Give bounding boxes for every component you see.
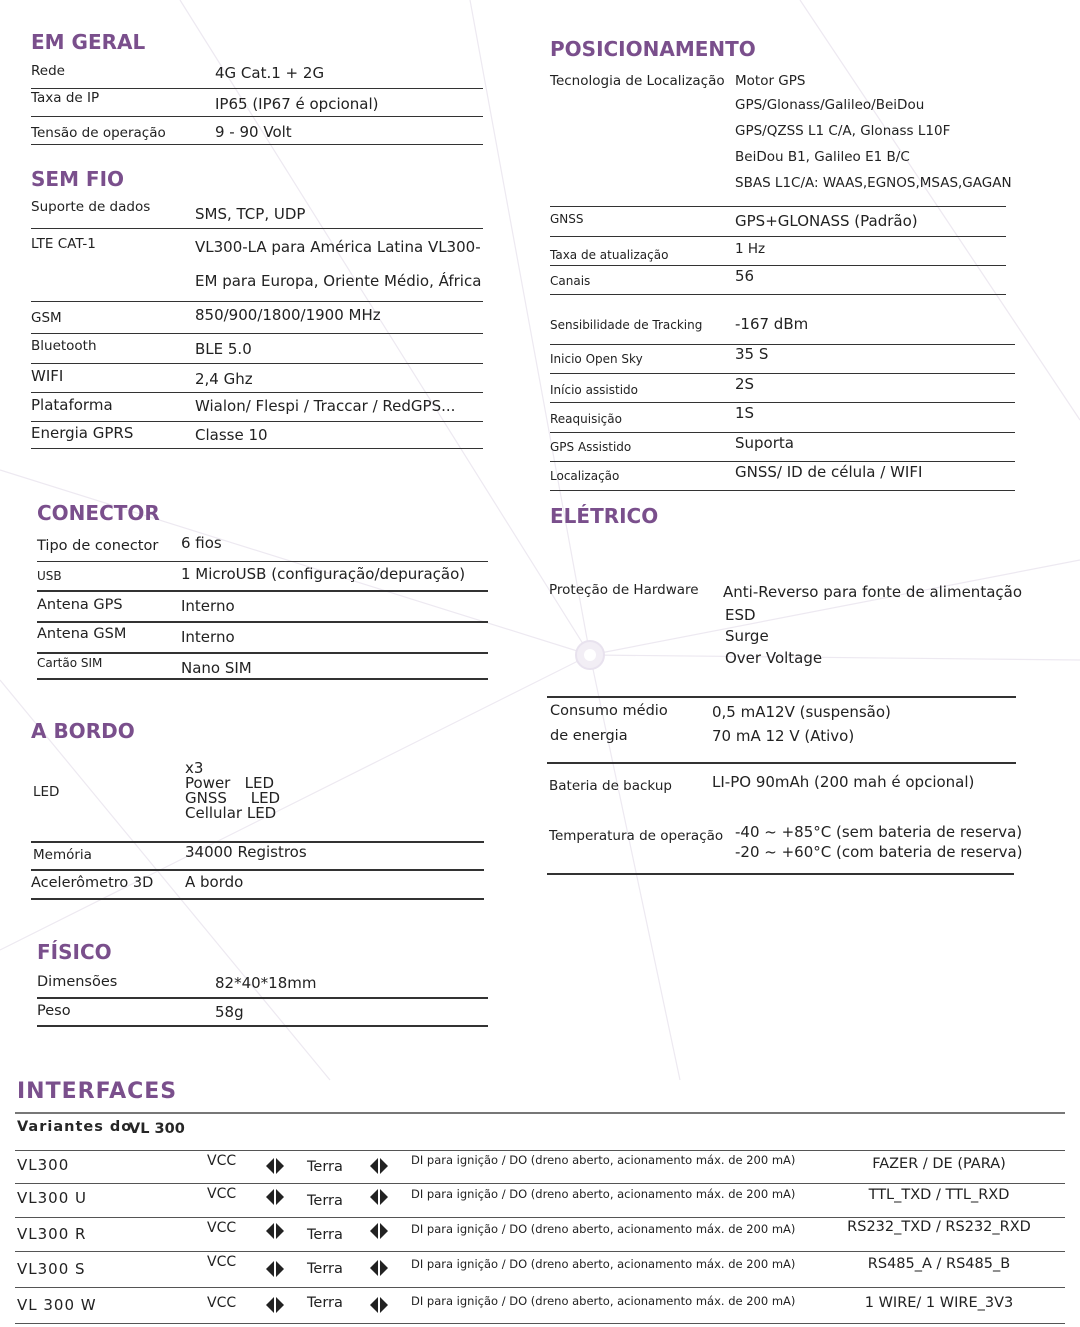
- spec-value-line: EM para Europa, Oriente Médio, África: [195, 272, 482, 290]
- posicionamento-title: POSICIONAMENTO: [550, 37, 756, 61]
- spec-label: Bateria de backup: [549, 778, 672, 794]
- spec-value-line: GPS/Glonass/Galileo/BeiDou: [735, 97, 925, 113]
- spec-label: Antena GPS: [37, 597, 123, 613]
- spec-label: Bluetooth: [31, 338, 97, 354]
- spec-row-gnss: [550, 206, 1006, 237]
- spec-label: Antena GSM: [37, 626, 127, 642]
- spec-label: Dimensões: [37, 974, 118, 990]
- spec-value: 9 - 90 Volt: [215, 123, 292, 141]
- spec-row-bateria: [547, 762, 1016, 814]
- spec-row-antena-gps: [37, 590, 488, 623]
- spec-value: Suporta: [735, 434, 794, 452]
- spec-row-peso: [37, 997, 488, 1027]
- spec-label: Reaquisição: [550, 412, 622, 426]
- spec-row-led: [31, 752, 484, 843]
- serial-pins: 1 WIRE/ 1 WIRE_3V3: [864, 1295, 1014, 1311]
- io-description: DI para ignição / DO (dreno aberto, acionamento máx. de 200 mA): [411, 1257, 796, 1271]
- spec-row-taxa-atualizacao: [550, 236, 1006, 266]
- spec-row-plataforma: [31, 392, 483, 422]
- spec-value: A bordo: [185, 873, 244, 891]
- bidirectional-arrow-icon: [265, 1156, 285, 1176]
- conector-title: CONECTOR: [37, 501, 160, 525]
- spec-label: Taxa de atualização: [550, 248, 669, 262]
- spec-label: USB: [37, 569, 62, 583]
- eletrico-title: ELÉTRICO: [550, 504, 659, 528]
- spec-row-memoria: [31, 841, 484, 871]
- spec-label: GPS Assistido: [550, 440, 632, 454]
- spec-value: 6 fios: [181, 534, 222, 552]
- variant-name: VL300 R: [17, 1225, 87, 1243]
- serial-pins: FAZER / DE (PARA): [872, 1156, 1006, 1172]
- spec-value: 1 Hz: [735, 241, 766, 257]
- spec-row-tipo-conector: [37, 531, 488, 562]
- spec-label: Acelerômetro 3D: [31, 875, 154, 891]
- spec-value: 1 MicroUSB (configuração/depuração): [181, 565, 466, 583]
- spec-row-bluetooth: [31, 333, 483, 364]
- ground-label: Terra: [307, 1295, 343, 1311]
- fisico-title: FÍSICO: [37, 940, 112, 964]
- spec-row-tensao: [31, 116, 483, 145]
- variant-name: VL300: [17, 1156, 70, 1174]
- spec-value-line: Anti-Reverso para fonte de alimentação: [723, 583, 1023, 601]
- spec-row-rede: [31, 60, 483, 89]
- spec-label: Inicio Open Sky: [550, 352, 643, 366]
- spec-value: Interno: [181, 597, 235, 615]
- spec-label: Peso: [37, 1003, 71, 1019]
- spec-value-line: -40 ~ +85°C (sem bateria de reserva): [735, 823, 1023, 841]
- spec-row-taxa-ip: [31, 88, 483, 117]
- spec-value-line: Over Voltage: [725, 649, 823, 667]
- spec-row-gps-assistido: [550, 432, 1015, 462]
- spec-value-line: -20 ~ +60°C (com bateria de reserva): [735, 843, 1023, 861]
- serial-pins: RS485_A / RS485_B: [867, 1256, 1011, 1272]
- spec-value-line: GNSS LED: [185, 789, 281, 807]
- interface-row-vl300-w: [15, 1287, 1065, 1324]
- ground-label: Terra: [307, 1227, 343, 1243]
- spec-value: 58g: [215, 1003, 244, 1021]
- spec-value-line: BeiDou B1, Galileo E1 B/C: [735, 149, 910, 165]
- bidirectional-arrow-icon: [369, 1156, 389, 1176]
- spec-row-suporte-dados: [31, 196, 483, 229]
- spec-label: Rede: [31, 63, 65, 79]
- interfaces-subtitle-model: VL 300: [129, 1121, 185, 1137]
- interface-row-vl300-s: [15, 1251, 1065, 1288]
- spec-value: Interno: [181, 628, 235, 646]
- spec-value: GNSS/ ID de célula / WIFI: [735, 463, 923, 481]
- spec-row-temperatura: [547, 814, 1023, 875]
- variant-name: VL300 U: [17, 1189, 87, 1207]
- spec-value-line: ESD: [725, 606, 756, 624]
- vcc-label: VCC: [207, 1295, 237, 1311]
- spec-row-wifi: [31, 363, 483, 393]
- spec-label: Taxa de IP: [31, 90, 100, 106]
- spec-row-inicio-assistido: [550, 373, 1015, 403]
- spec-value: Classe 10: [195, 426, 268, 444]
- spec-value-line: Power LED: [185, 774, 275, 792]
- spec-value-line: x3: [185, 759, 204, 777]
- serial-pins: TTL_TXD / TTL_RXD: [868, 1187, 1010, 1203]
- spec-row-reaquisicao: [550, 402, 1015, 433]
- vcc-label: VCC: [207, 1153, 237, 1169]
- interfaces-subtitle-row: [15, 1114, 1065, 1151]
- spec-row-cartao-sim: [37, 652, 488, 680]
- vcc-label: VCC: [207, 1220, 237, 1236]
- spec-label: Suporte de dados: [31, 199, 151, 215]
- spec-value: 2S: [735, 375, 755, 393]
- interface-row-vl300-r: [15, 1217, 1065, 1252]
- spec-label: LTE CAT-1: [31, 236, 96, 252]
- spec-value: 4G Cat.1 + 2G: [215, 64, 325, 82]
- interface-row-vl300: [15, 1150, 1065, 1184]
- spec-label: LED: [33, 784, 60, 800]
- spec-value: BLE 5.0: [195, 340, 252, 358]
- ground-label: Terra: [307, 1159, 343, 1175]
- vcc-label: VCC: [207, 1186, 237, 1202]
- io-description: DI para ignição / DO (dreno aberto, acionamento máx. de 200 mA): [411, 1187, 796, 1201]
- bidirectional-arrow-icon: [265, 1187, 285, 1207]
- spec-label: WIFI: [31, 367, 64, 385]
- spec-value: 35 S: [735, 345, 769, 363]
- spec-label: Memória: [33, 847, 92, 863]
- spec-row-consumo: [547, 696, 1016, 764]
- spec-row-lte: [31, 228, 483, 302]
- vcc-label: VCC: [207, 1254, 237, 1270]
- spec-row-usb: [37, 561, 488, 592]
- spec-value: IP65 (IP67 é opcional): [215, 95, 379, 113]
- ground-label: Terra: [307, 1261, 343, 1277]
- bidirectional-arrow-icon: [369, 1221, 389, 1241]
- spec-label: Localização: [550, 469, 620, 483]
- spec-row-localizacao: [550, 461, 1015, 491]
- spec-value-line: 0,5 mA12V (suspensão): [712, 703, 891, 721]
- spec-label: Sensibilidade de Tracking: [550, 318, 703, 332]
- spec-label: GSM: [31, 310, 62, 326]
- spec-row-gsm: [31, 301, 483, 334]
- spec-label: Proteção de Hardware: [549, 582, 699, 598]
- spec-label: Temperatura de operação: [549, 828, 724, 844]
- spec-value: Wialon/ Flespi / Traccar / RedGPS...: [195, 397, 456, 415]
- spec-row-antena-gsm: [37, 621, 488, 654]
- spec-label: Energia GPRS: [31, 424, 134, 442]
- io-description: DI para ignição / DO (dreno aberto, acionamento máx. de 200 mA): [411, 1153, 796, 1167]
- spec-value-line: Cellular LED: [185, 804, 277, 822]
- spec-row-canais: [550, 265, 1006, 295]
- spec-row-dimensoes: [37, 970, 488, 999]
- bidirectional-arrow-icon: [369, 1187, 389, 1207]
- spec-row-energia-gprs: [31, 421, 483, 449]
- variant-name: VL 300 W: [17, 1296, 97, 1314]
- sem-fio-title: SEM FIO: [31, 167, 125, 191]
- spec-row-tecnologia: [550, 68, 1012, 207]
- spec-label: Tecnologia de Localização: [550, 73, 725, 89]
- spec-label: Tipo de conector: [37, 538, 159, 554]
- io-description: DI para ignição / DO (dreno aberto, acionamento máx. de 200 mA): [411, 1222, 796, 1236]
- spec-row-sensibilidade: [550, 310, 1015, 345]
- spec-value-line: 70 mA 12 V (Ativo): [712, 727, 855, 745]
- spec-value: 56: [735, 267, 755, 285]
- spec-label: GNSS: [550, 212, 584, 226]
- bidirectional-arrow-icon: [265, 1221, 285, 1241]
- spec-label: Plataforma: [31, 396, 113, 414]
- spec-row-acelerometro: [31, 869, 484, 900]
- a-bordo-title: A BORDO: [31, 719, 135, 743]
- spec-value-line: VL300-LA para América Latina VL300-: [195, 238, 481, 256]
- spec-value-line: GPS/QZSS L1 C/A, Glonass L10F: [735, 123, 951, 139]
- spec-value: LI-PO 90mAh (200 mah é opcional): [712, 773, 975, 791]
- spec-value: -167 dBm: [735, 315, 809, 333]
- spec-value: Nano SIM: [181, 659, 252, 677]
- spec-label-line: Consumo médio: [550, 703, 668, 719]
- spec-row-open-sky: [550, 344, 1015, 374]
- interfaces-subtitle-prefix: Variantes do: [17, 1119, 133, 1135]
- spec-label: Canais: [550, 274, 591, 288]
- ground-label: Terra: [307, 1193, 343, 1209]
- bidirectional-arrow-icon: [369, 1258, 389, 1278]
- spec-value-line: SBAS L1C/A: WAAS,EGNOS,MSAS,GAGAN: [735, 175, 1012, 191]
- bidirectional-arrow-icon: [265, 1295, 285, 1315]
- em-geral-title: EM GERAL: [31, 30, 146, 54]
- io-description: DI para ignição / DO (dreno aberto, acionamento máx. de 200 mA): [411, 1294, 796, 1308]
- spec-value: 2,4 Ghz: [195, 370, 253, 388]
- spec-value-line: Surge: [725, 627, 769, 645]
- interfaces-title: INTERFACES: [17, 1079, 178, 1104]
- spec-value: SMS, TCP, UDP: [195, 205, 306, 223]
- spec-row-protecao: [547, 570, 1023, 698]
- spec-value: 1S: [735, 404, 755, 422]
- bidirectional-arrow-icon: [369, 1295, 389, 1315]
- spec-label: Início assistido: [550, 383, 639, 397]
- spec-value: GPS+GLONASS (Padrão): [735, 212, 918, 230]
- spec-value: 82*40*18mm: [215, 974, 317, 992]
- spec-label-line: de energia: [550, 728, 628, 744]
- interface-row-vl300-u: [15, 1183, 1065, 1218]
- spec-label: Cartão SIM: [37, 656, 103, 670]
- variant-name: VL300 S: [17, 1260, 86, 1278]
- spec-value-line: Motor GPS: [735, 73, 806, 89]
- spec-value: 34000 Registros: [185, 843, 307, 861]
- spec-value: 850/900/1800/1900 MHz: [195, 306, 381, 324]
- serial-pins: RS232_TXD / RS232_RXD: [847, 1219, 1031, 1235]
- spec-label: Tensão de operação: [31, 125, 166, 141]
- bidirectional-arrow-icon: [265, 1259, 285, 1279]
